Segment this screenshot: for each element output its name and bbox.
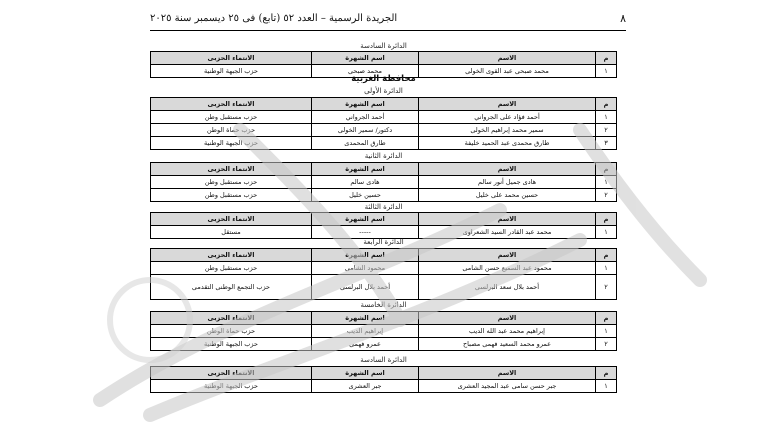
header-fame: اسم الشهرة [312,213,419,226]
table-row [151,226,617,239]
cell-fame: دكتور/ سمير الخولى [312,124,419,137]
cell-fame: ----- [312,226,419,239]
cell-fame: حسين خليل [312,189,419,202]
cell-fame: محمد صبحى [312,65,419,78]
district-title: الدائرة الخامسة [360,301,407,309]
cell-num: ١ [596,262,617,275]
cell-num: ٢ [596,124,617,137]
cell-fame: محمود الشامى [312,262,419,275]
header-fame: اسم الشهرة [312,163,419,176]
header-num: م [596,98,617,111]
cell-party: حزب حماة الوطن [151,325,312,338]
header-name: الاسم [419,98,596,111]
table-row [151,380,617,393]
cell-party: حزب مستقبل وطن [151,262,312,275]
header-num: م [596,163,617,176]
candidates-table [150,97,617,150]
table-header-row [151,52,617,65]
cell-party: حزب الجبهة الوطنية [151,65,312,78]
cell-party: حزب التجمع الوطنى التقدمى [151,275,312,300]
district-title: الدائرة الثالثة [364,203,403,211]
table-row [151,189,617,202]
header-party: الانتماء الحزبى [151,52,312,65]
candidates-table [150,212,617,239]
cell-name: أحمد فؤاد على الجرواني [419,111,596,124]
cell-num: ٣ [596,137,617,150]
cell-fame: هادى سالم [312,176,419,189]
cell-party: مستقل [151,226,312,239]
table-row [151,275,617,300]
table-header-row [151,312,617,325]
gazette-title: الجريدة الرسمية – العدد ٥٢ (تابع) فى ٢٥ ديسمبر سنة ٢٠٢٥ [150,13,398,24]
table-header-row [151,367,617,380]
district-title: الدائرة الرابعة [363,238,404,246]
header-name: الاسم [419,52,596,65]
cell-name: حسين محمد على خليل [419,189,596,202]
header-fame: اسم الشهرة [312,98,419,111]
cell-name: محمود عبد السميع حسن الشامى [419,262,596,275]
cell-name: هادى جميل أنور سالم [419,176,596,189]
table-row [151,262,617,275]
cell-name: محمد صبحى عبد القوى الخولى [419,65,596,78]
header-fame: اسم الشهرة [312,52,419,65]
cell-name: محمد عبد القادر السيد الشعراوى [419,226,596,239]
cell-num: ٢ [596,338,617,351]
cell-fame: جبر العشرى [312,380,419,393]
table-row [151,176,617,189]
cell-fame: أحمد الجرواني [312,111,419,124]
header-name: الاسم [419,312,596,325]
cell-name: أحمد بلال سعد البرلسى [419,275,596,300]
header-fame: اسم الشهرة [312,367,419,380]
header-name: الاسم [419,213,596,226]
table-header-row [151,249,617,262]
cell-name: طارق محمدى عبد الحميد خليفة [419,137,596,150]
cell-party: حزب مستقبل وطن [151,111,312,124]
cell-num: ١ [596,325,617,338]
candidates-table [150,162,617,202]
header-party: الانتماء الحزبى [151,312,312,325]
candidates-table [150,311,617,351]
table-row [151,325,617,338]
header-num: م [596,312,617,325]
cell-party: حزب الجبهة الوطنية [151,380,312,393]
cell-fame: عمرو فهمى [312,338,419,351]
cell-name: إبراهيم محمد عبد الله الديب [419,325,596,338]
candidates-table [150,248,617,300]
page-number: ٨ [620,12,626,25]
cell-fame: إبراهيم الديب [312,325,419,338]
cell-num: ١ [596,176,617,189]
page-header [150,11,626,27]
cell-party: حزب الجبهة الوطنية [151,338,312,351]
header-num: م [596,213,617,226]
table-header-row [151,98,617,111]
table-row [151,338,617,351]
cell-num: ١ [596,380,617,393]
header-num: م [596,249,617,262]
district-title: الدائرة الأولى [364,87,403,95]
cell-num: ٢ [596,189,617,202]
district-title: الدائرة السادسة [360,356,407,364]
governorate-title: محافظة الغربية [351,74,416,84]
header-party: الانتماء الحزبى [151,249,312,262]
cell-name: عمرو محمد السعيد فهمى مصباح [419,338,596,351]
header-name: الاسم [419,367,596,380]
header-rule [150,30,626,31]
table-row [151,137,617,150]
cell-party: حزب مستقبل وطن [151,189,312,202]
cell-name: جبر حسن سامى عبد المجيد العشرى [419,380,596,393]
header-party: الانتماء الحزبى [151,367,312,380]
cell-party: حزب حماة الوطن [151,124,312,137]
candidates-table [150,366,617,393]
cell-party: حزب مستقبل وطن [151,176,312,189]
cell-num: ١ [596,111,617,124]
table-row [151,111,617,124]
table-header-row [151,213,617,226]
cell-party: حزب الجبهة الوطنية [151,137,312,150]
cell-num: ٢ [596,275,617,300]
header-party: الانتماء الحزبى [151,98,312,111]
header-party: الانتماء الحزبى [151,213,312,226]
cell-name: سمير محمد إبراهيم الخولى [419,124,596,137]
header-num: م [596,367,617,380]
cell-fame: طارق المحمدى [312,137,419,150]
header-party: الانتماء الحزبى [151,163,312,176]
header-name: الاسم [419,249,596,262]
header-num: م [596,52,617,65]
header-fame: اسم الشهرة [312,249,419,262]
cell-num: ١ [596,226,617,239]
district-title: الدائرة السادسة [360,42,407,50]
header-name: الاسم [419,163,596,176]
cell-fame: أحمد بلال البرلسى [312,275,419,300]
cell-num: ١ [596,65,617,78]
table-header-row [151,163,617,176]
header-fame: اسم الشهرة [312,312,419,325]
table-row [151,124,617,137]
district-title: الدائرة الثانية [364,152,403,160]
